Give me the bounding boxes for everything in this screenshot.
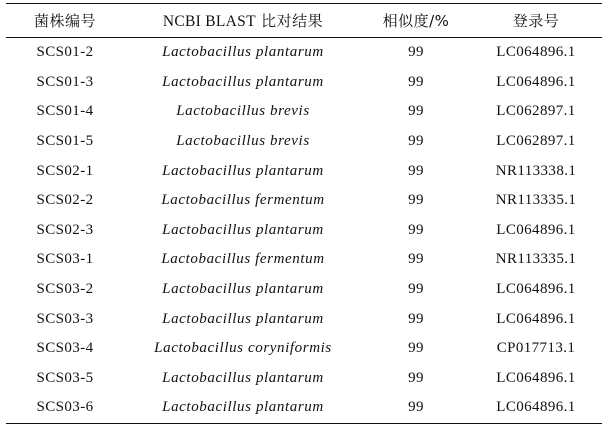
table-row [6, 364, 602, 394]
header-blast-cjk: 比对结果 [261, 12, 324, 30]
cell-similarity: 99 [408, 310, 424, 327]
table-row [6, 68, 602, 98]
cell-similarity: 99 [408, 44, 424, 61]
cell-strain: SCS02-1 [36, 162, 94, 179]
cell-accession: LC064896.1 [496, 73, 576, 90]
table-body [6, 38, 602, 424]
cell-strain: SCS03-2 [36, 281, 94, 298]
cell-strain: SCS01-3 [36, 73, 94, 90]
cell-species: Lactobacillus plantarum [162, 310, 324, 327]
cell-strain: SCS01-2 [36, 44, 94, 61]
cell-species: Lactobacillus plantarum [162, 221, 324, 238]
cell-accession: LC064896.1 [496, 44, 576, 61]
table-row [6, 275, 602, 305]
cell-species: Lactobacillus brevis [176, 103, 310, 120]
cell-strain: SCS03-6 [36, 399, 94, 416]
cell-accession: LC064896.1 [496, 399, 576, 416]
table-row [6, 38, 602, 68]
cell-strain: SCS03-3 [36, 310, 94, 327]
cell-strain: SCS03-5 [36, 369, 94, 386]
cell-similarity: 99 [408, 281, 424, 298]
table-row [6, 334, 602, 364]
cell-species: Lactobacillus plantarum [162, 73, 324, 90]
cell-similarity: 99 [408, 251, 424, 268]
cell-species: Lactobacillus plantarum [162, 162, 324, 179]
cell-strain: SCS01-5 [36, 133, 94, 150]
table-row [6, 186, 602, 216]
cell-similarity: 99 [408, 399, 424, 416]
cell-accession: LC064896.1 [496, 369, 576, 386]
table-row [6, 216, 602, 246]
cell-strain: SCS02-2 [36, 192, 94, 209]
cell-accession: LC064896.1 [496, 281, 576, 298]
table-row [6, 393, 602, 423]
cell-accession: CP017713.1 [496, 340, 576, 357]
header-row [6, 4, 602, 38]
blast-results-table [6, 3, 602, 424]
cell-strain: SCS02-3 [36, 221, 94, 238]
cell-accession: LC064896.1 [496, 221, 576, 238]
header-strain: 菌株编号 [33, 12, 96, 30]
cell-accession: NR113335.1 [495, 192, 577, 209]
cell-strain: SCS01-4 [36, 103, 94, 120]
cell-species: Lactobacillus plantarum [162, 369, 324, 386]
cell-similarity: 99 [408, 192, 424, 209]
cell-accession: NR113335.1 [495, 251, 577, 268]
table-row [6, 97, 602, 127]
cell-strain: SCS03-1 [36, 251, 94, 268]
cell-species: Lactobacillus plantarum [162, 44, 324, 61]
cell-species: Lactobacillus coryniformis [154, 340, 332, 357]
table-row [6, 127, 602, 157]
table-row [6, 156, 602, 186]
cell-similarity: 99 [408, 221, 424, 238]
cell-similarity: 99 [408, 162, 424, 179]
cell-species: Lactobacillus fermentum [161, 192, 325, 209]
table-header [6, 4, 602, 38]
cell-similarity: 99 [408, 73, 424, 90]
cell-accession: LC062897.1 [496, 133, 576, 150]
cell-similarity: 99 [408, 133, 424, 150]
header-blast-latin: NCBI BLAST [162, 13, 256, 30]
header-accession: 登录号 [512, 12, 560, 30]
cell-strain: SCS03-4 [36, 340, 94, 357]
cell-species: Lactobacillus plantarum [162, 399, 324, 416]
cell-accession: LC062897.1 [496, 103, 576, 120]
table-row [6, 304, 602, 334]
cell-species: Lactobacillus brevis [176, 133, 310, 150]
header-similarity: 相似度/% [382, 12, 450, 30]
cell-accession: NR113338.1 [495, 162, 577, 179]
cell-species: Lactobacillus fermentum [161, 251, 325, 268]
header-blast-result [124, 4, 362, 38]
table-row [6, 245, 602, 275]
cell-accession: LC064896.1 [496, 310, 576, 327]
cell-similarity: 99 [408, 103, 424, 120]
cell-species: Lactobacillus plantarum [162, 281, 324, 298]
cell-similarity: 99 [408, 340, 424, 357]
cell-similarity: 99 [408, 369, 424, 386]
